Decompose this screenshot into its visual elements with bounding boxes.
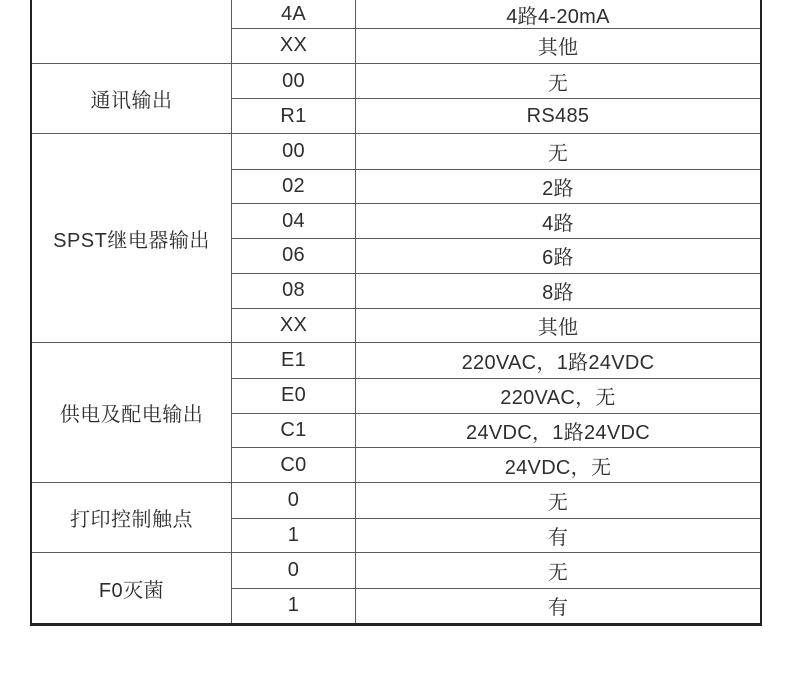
table-row [232,447,760,482]
table-row [232,343,760,378]
spec-table [30,0,762,626]
description-cell: 4路4-20mA [506,5,610,28]
description-cell: 220VAC，无 [500,387,616,410]
table-row [232,378,760,413]
table-row [232,238,760,273]
section-rows [232,553,760,622]
description-cell: 其他 [537,316,579,339]
description-cell: 24VDC，无 [504,456,612,479]
code-cell: 1 [232,589,356,623]
table-row [232,203,760,238]
description-cell: 8路 [542,282,574,305]
section-rows [232,64,760,133]
spec-section [32,0,760,63]
description-cell: 有 [547,526,569,549]
description-cell: 6路 [542,247,574,270]
section-rows [232,0,760,63]
code-cell: 02 [232,170,356,204]
code-cell: XX [232,309,356,343]
table-row [232,169,760,204]
category-cell: 打印控制触点 [32,483,232,552]
code-cell: E1 [232,343,356,378]
table-row [232,588,760,623]
code-cell: 06 [232,239,356,273]
code-cell: 00 [232,134,356,169]
category-cell [32,0,232,63]
code-cell: C0 [232,448,356,482]
code-cell: XX [232,29,356,63]
table-row [232,0,760,28]
category-cell: 供电及配电输出 [32,343,232,482]
code-cell: 08 [232,274,356,308]
table-row [232,98,760,133]
code-cell: 4A [232,0,356,28]
description-cell: 无 [547,491,569,514]
description-cell: 其他 [537,37,579,60]
description-cell: 4路 [542,212,574,235]
description-cell: 有 [547,597,569,620]
code-cell: 04 [232,204,356,238]
spec-section [32,552,760,622]
description-cell: 24VDC，1路24VDC [466,421,650,444]
description-cell: 无 [547,72,569,95]
category-cell: SPST继电器输出 [32,134,232,342]
spec-section [32,63,760,133]
code-cell: 0 [232,553,356,588]
description-cell: 2路 [542,178,574,201]
table-row [232,308,760,343]
table-row [232,28,760,63]
description-cell: 无 [547,142,569,165]
description-cell: 220VAC，1路24VDC [461,352,655,375]
table-row [232,273,760,308]
code-cell: 0 [232,483,356,518]
spec-section [32,342,760,482]
section-rows [232,483,760,552]
code-cell: C1 [232,414,356,448]
description-cell: 无 [547,562,569,585]
spec-section [32,482,760,552]
category-cell: F0灭菌 [32,553,232,622]
code-cell: 00 [232,64,356,99]
code-cell: E0 [232,379,356,413]
code-cell: 1 [232,519,356,553]
section-rows [232,134,760,342]
table-row [232,518,760,553]
spec-section [32,133,760,342]
table-row [232,134,760,169]
code-cell: R1 [232,99,356,133]
table-row [232,553,760,588]
description-cell: RS485 [526,104,590,127]
table-row [232,413,760,448]
table-row [232,64,760,99]
category-cell: 通讯输出 [32,64,232,133]
table-row [232,483,760,518]
section-rows [232,343,760,482]
